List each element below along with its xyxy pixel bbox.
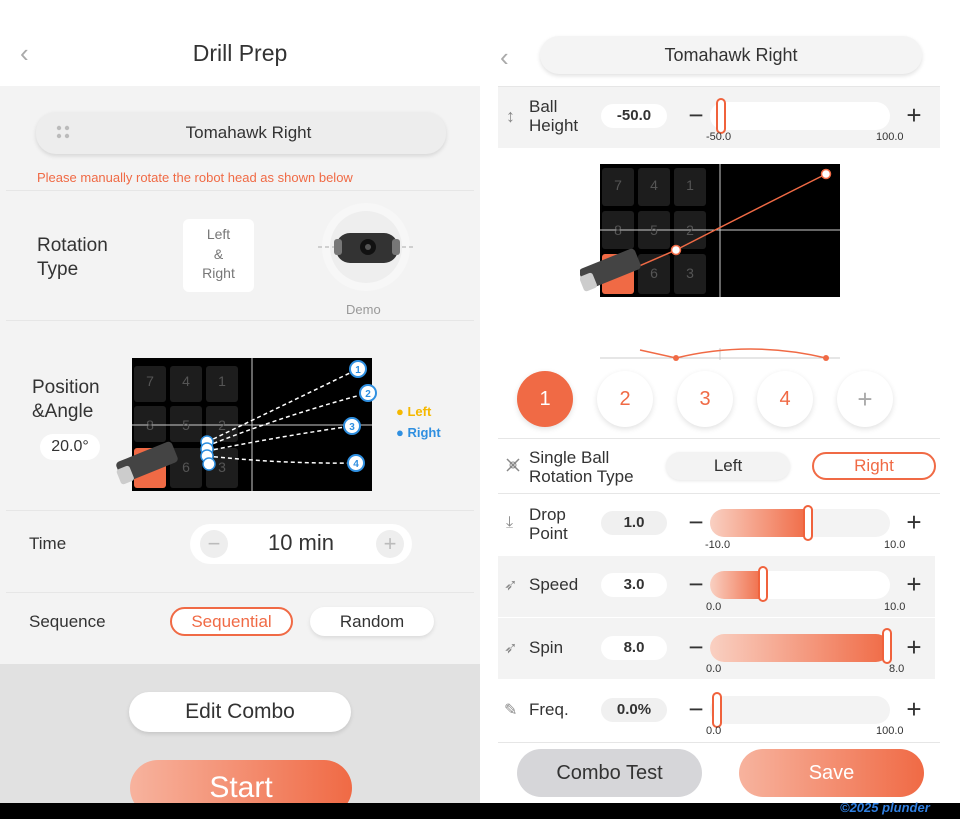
spin-track[interactable] <box>710 634 890 662</box>
demo-label: Demo <box>346 302 381 317</box>
speed-min: 0.0 <box>706 601 722 613</box>
time-stepper <box>190 524 412 564</box>
drop-point-fill <box>710 509 809 537</box>
ball-height-thumb[interactable] <box>716 98 726 134</box>
divider <box>498 742 940 743</box>
svg-text:4: 4 <box>650 177 658 193</box>
drop-point-icon: ⤓ <box>506 514 514 531</box>
height-arrow-icon: ↕ <box>506 106 515 126</box>
svg-text:1: 1 <box>218 373 226 389</box>
spin-value[interactable]: 8.0 <box>601 636 667 660</box>
speed-value[interactable]: 3.0 <box>601 573 667 597</box>
spin-plus-button[interactable]: + <box>906 632 922 662</box>
rotation-type-value: Left & Right <box>183 219 254 292</box>
watermark: ©2025 plunder <box>840 800 930 815</box>
drill-prep-panel <box>0 0 480 803</box>
svg-text:3: 3 <box>218 459 226 475</box>
speed-max: 10.0 <box>884 601 906 613</box>
spin-icon: ➶ <box>504 640 518 657</box>
svg-text:2: 2 <box>365 389 371 400</box>
svg-text:5: 5 <box>182 417 190 433</box>
drop-point-thumb[interactable] <box>803 505 813 541</box>
svg-text:7: 7 <box>146 373 154 389</box>
freq-max: 100.0 <box>876 725 904 737</box>
freq-value[interactable]: 0.0% <box>601 698 667 722</box>
svg-text:4: 4 <box>182 373 190 389</box>
add-ball-button[interactable]: + <box>837 371 893 427</box>
rotation-left-option[interactable]: Left <box>666 452 790 480</box>
speed-plus-button[interactable]: + <box>906 569 922 599</box>
angle-value[interactable]: 20.0° <box>40 434 100 460</box>
speed-icon: ➶ <box>504 577 518 594</box>
legend-left: ● Left <box>396 404 432 419</box>
save-button[interactable]: Save <box>739 749 924 797</box>
freq-icon: ✎ <box>504 702 518 719</box>
freq-thumb[interactable] <box>712 692 722 728</box>
combo-edit-panel <box>480 0 960 803</box>
legend-right: ● Right <box>396 425 441 440</box>
svg-text:7: 7 <box>614 177 622 193</box>
speed-thumb[interactable] <box>758 566 768 602</box>
ball-height-max: 100.0 <box>876 131 904 143</box>
divider <box>498 493 940 494</box>
drop-point-plus-button[interactable]: + <box>906 507 922 537</box>
speed-fill <box>710 571 764 599</box>
svg-text:8: 8 <box>146 417 154 433</box>
svg-text:2: 2 <box>218 417 226 433</box>
time-plus-button[interactable]: + <box>376 530 404 558</box>
divider <box>6 320 474 321</box>
speed-label: Speed <box>529 575 579 594</box>
svg-text:6: 6 <box>650 265 658 281</box>
rotation-type-label: Rotation Type <box>37 235 108 280</box>
time-minus-button[interactable]: − <box>200 530 228 558</box>
ball-4-button[interactable]: 4 <box>757 371 813 427</box>
sequence-label: Sequence <box>29 612 106 631</box>
drill-name-pill[interactable] <box>36 112 446 154</box>
divider <box>498 438 940 439</box>
table-diagram-svg <box>112 356 380 494</box>
svg-text:4: 4 <box>353 459 359 470</box>
svg-text:6: 6 <box>182 459 190 475</box>
rotation-icon <box>504 456 522 474</box>
svg-text:5: 5 <box>650 222 658 238</box>
svg-text:8: 8 <box>614 222 622 238</box>
drop-point-label: Drop Point <box>529 505 568 543</box>
combo-test-button[interactable]: Combo Test <box>517 749 702 797</box>
svg-text:1: 1 <box>686 177 694 193</box>
speed-minus-button[interactable]: − <box>688 569 704 599</box>
random-option[interactable]: Random <box>310 607 434 636</box>
freq-label: Freq. <box>529 700 569 719</box>
back-icon[interactable]: ‹ <box>20 38 29 68</box>
svg-text:3: 3 <box>349 422 355 433</box>
side-trajectory <box>600 340 840 364</box>
position-diagram <box>112 356 380 494</box>
drop-point-min: -10.0 <box>705 539 731 551</box>
robot-head-demo-icon[interactable] <box>318 203 414 297</box>
time-value: 10 min <box>267 530 335 555</box>
ball-height-label: Ball Height <box>529 97 579 135</box>
spin-fill <box>710 634 890 662</box>
spin-max: 8.0 <box>889 663 905 675</box>
rotate-notice: Please manually rotate the robot head as shown below <box>37 170 353 185</box>
svg-text:3: 3 <box>686 265 694 281</box>
svg-text:1: 1 <box>355 365 361 376</box>
divider <box>6 510 474 511</box>
back-icon[interactable]: ‹ <box>500 42 509 72</box>
divider <box>6 592 474 593</box>
page-title: Drill Prep <box>192 40 288 66</box>
drop-point-track[interactable] <box>710 509 890 537</box>
time-label: Time <box>29 534 67 553</box>
svg-text:2: 2 <box>686 222 694 238</box>
bottom-strip <box>0 803 960 819</box>
single-ball-rotation-label: Single Ball Rotation Type <box>529 448 634 486</box>
drop-point-max: 10.0 <box>884 539 906 551</box>
rotation-right-option[interactable]: Right <box>812 452 936 480</box>
sequential-option[interactable]: Sequential <box>170 607 293 636</box>
freq-min: 0.0 <box>706 725 722 737</box>
ball-3-button[interactable]: 3 <box>677 371 733 427</box>
ball-1-button[interactable]: 1 <box>517 371 573 427</box>
ball-height-value[interactable]: -50.0 <box>601 104 667 128</box>
spin-label: Spin <box>529 638 564 657</box>
ball-height-track[interactable] <box>710 102 890 130</box>
edit-combo-button[interactable]: Edit Combo <box>129 692 351 732</box>
spin-minus-button[interactable]: − <box>688 632 704 662</box>
spin-thumb[interactable] <box>882 628 892 664</box>
freq-plus-button[interactable]: + <box>906 694 922 724</box>
ball-2-button[interactable]: 2 <box>597 371 653 427</box>
drop-point-minus-button[interactable]: − <box>688 507 704 537</box>
ball-height-min: -50.0 <box>706 131 732 143</box>
trajectory-diagram <box>580 162 842 300</box>
ball-height-minus-button[interactable]: − <box>688 100 704 130</box>
freq-track[interactable] <box>710 696 890 724</box>
drop-point-value[interactable]: 1.0 <box>601 511 667 535</box>
freq-minus-button[interactable]: − <box>688 694 704 724</box>
start-button[interactable]: Start <box>130 760 352 803</box>
position-angle-label: Position &Angle <box>32 377 100 422</box>
spin-min: 0.0 <box>706 663 722 675</box>
ball-height-plus-button[interactable]: + <box>906 100 922 130</box>
drill-title-pill[interactable]: Tomahawk Right <box>540 36 922 74</box>
drill-name: Tomahawk Right <box>185 123 312 142</box>
speed-track[interactable] <box>710 571 890 599</box>
divider <box>6 190 474 191</box>
